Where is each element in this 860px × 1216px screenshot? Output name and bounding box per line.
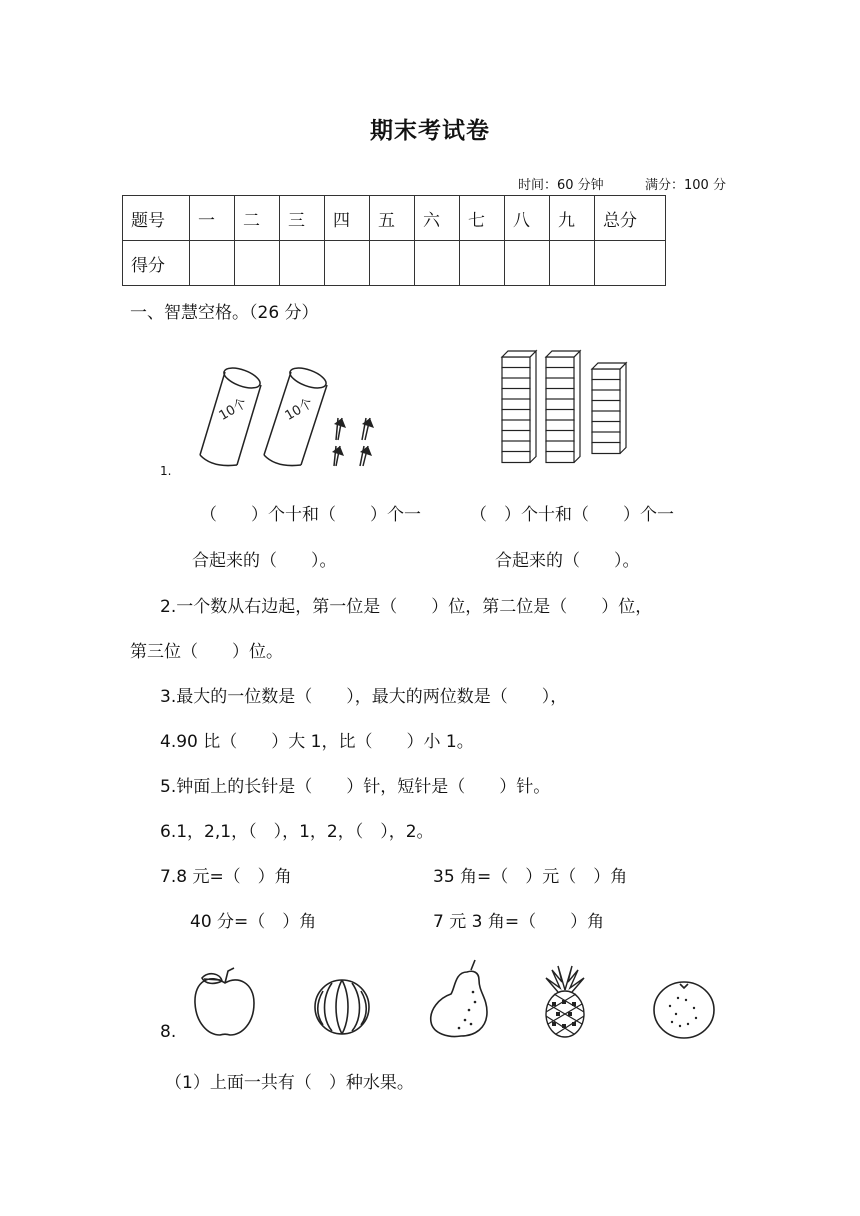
cube — [502, 420, 530, 431]
cube — [546, 431, 574, 442]
cube — [546, 399, 574, 410]
table-cell: 八 — [505, 196, 550, 241]
table-cell: 六 — [415, 196, 460, 241]
score-input-cell[interactable] — [460, 241, 505, 286]
watermelon-icon — [312, 975, 372, 1037]
cube — [502, 410, 530, 421]
cube — [502, 389, 530, 400]
cube-stack-side — [620, 363, 626, 454]
table-cell: 总分 — [595, 196, 666, 241]
table-cell: 题号 — [123, 196, 190, 241]
score-input-cell[interactable] — [235, 241, 280, 286]
cube — [502, 368, 530, 379]
q7-d: 7 元 3 角=（ ）角 — [433, 912, 605, 932]
score-input-cell[interactable] — [550, 241, 595, 286]
q3: 3.最大的一位数是（ ），最大的两位数是（ ）， — [160, 687, 568, 707]
cube-stack-top — [502, 351, 536, 357]
q7-b: 35 角=（ ）元（ ）角 — [433, 867, 628, 887]
cube — [546, 389, 574, 400]
cube — [546, 452, 574, 463]
cube-stack-top — [546, 351, 580, 357]
table-cell: 一 — [190, 196, 235, 241]
cube — [592, 443, 620, 454]
section-heading: 一、智慧空格。（26 分） — [130, 303, 319, 323]
stick-bundle-label: 10个 — [282, 396, 316, 424]
score-input-cell[interactable] — [595, 241, 666, 286]
cube — [502, 441, 530, 452]
score-input-cell[interactable] — [190, 241, 235, 286]
cube-stack-side — [530, 351, 536, 463]
cube — [502, 452, 530, 463]
table-cell: 九 — [550, 196, 595, 241]
table-cell: 三 — [280, 196, 325, 241]
bundled-sticks-icon — [190, 360, 390, 475]
full-score: 满分：100 分 — [645, 178, 726, 193]
q1-left-line2: 合起来的（ ）。 — [192, 551, 337, 571]
apple-icon — [190, 965, 260, 1040]
cube — [546, 378, 574, 389]
score-table — [122, 195, 666, 286]
cube — [592, 432, 620, 443]
q1-right-line2: 合起来的（ ）。 — [495, 551, 640, 571]
score-input-cell[interactable] — [325, 241, 370, 286]
cube — [546, 357, 574, 368]
cube-stack-top — [592, 363, 626, 369]
cube — [502, 431, 530, 442]
score-input-cell[interactable] — [415, 241, 460, 286]
table-cell: 四 — [325, 196, 370, 241]
table-row — [123, 241, 666, 286]
table-cell: 七 — [460, 196, 505, 241]
q1-left-line1: （ ）个十和（ ）个一 — [200, 505, 421, 525]
cube — [592, 401, 620, 412]
cube — [546, 410, 574, 421]
orange-icon — [650, 978, 718, 1040]
cube — [592, 380, 620, 391]
cube — [592, 422, 620, 433]
pineapple-icon — [540, 962, 590, 1040]
cube — [502, 399, 530, 410]
cube — [502, 357, 530, 368]
question-number: 8. — [160, 1022, 177, 1042]
cube — [592, 411, 620, 422]
cube — [502, 378, 530, 389]
cube — [592, 369, 620, 380]
pear-icon — [425, 958, 495, 1040]
page-title: 期末考试卷 — [370, 118, 490, 144]
cube — [592, 390, 620, 401]
table-cell: 二 — [235, 196, 280, 241]
cube-stacks-icon — [498, 345, 633, 470]
q2-line2: 第三位（ ）位。 — [130, 642, 283, 662]
q7-a: 7.8 元=（ ）角 — [160, 867, 292, 887]
q5: 5.钟面上的长针是（ ）针，短针是（ ）针。 — [160, 777, 551, 797]
q2-line1: 2.一个数从右边起，第一位是（ ）位，第二位是（ ）位， — [160, 597, 653, 617]
table-cell: 得分 — [123, 241, 190, 286]
cube-stack-side — [574, 351, 580, 463]
q6: 6.1，2,1，（ ），1，2，（ ），2。 — [160, 822, 434, 842]
exam-time: 时间：60 分钟 — [518, 178, 604, 193]
question-number: 1. — [160, 464, 172, 478]
q4: 4.90 比（ ）大 1，比（ ）小 1。 — [160, 732, 474, 752]
cube — [546, 368, 574, 379]
table-row — [123, 196, 666, 241]
score-input-cell[interactable] — [505, 241, 550, 286]
q7-c: 40 分=（ ）角 — [190, 912, 317, 932]
stick-bundle-label: 10个 — [216, 396, 250, 424]
cube — [546, 441, 574, 452]
q8-sub1: （1）上面一共有（ ）种水果。 — [165, 1073, 414, 1093]
score-input-cell[interactable] — [370, 241, 415, 286]
table-cell: 五 — [370, 196, 415, 241]
q1-right-line1: （ ）个十和（ ）个一 — [470, 505, 674, 525]
score-input-cell[interactable] — [280, 241, 325, 286]
cube — [546, 420, 574, 431]
